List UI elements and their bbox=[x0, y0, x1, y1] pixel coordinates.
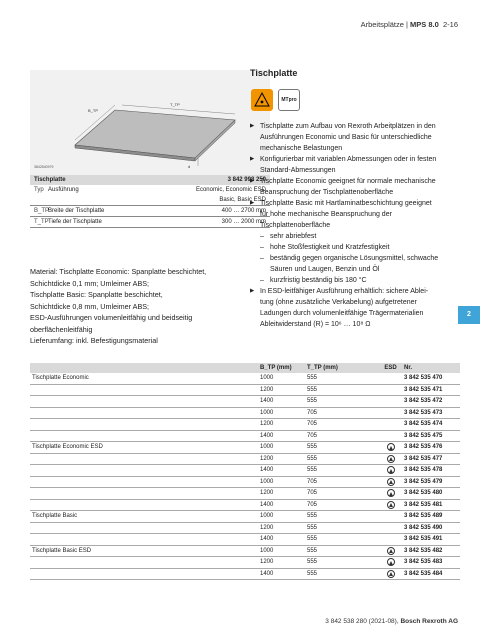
feature-line bbox=[250, 231, 460, 242]
feature-text: Konfigurierbar mit variablen Abmessungen oder in festen bbox=[260, 156, 437, 163]
table-cell-nr: 3 842 535 477 bbox=[404, 455, 443, 462]
table-cell-t: 555 bbox=[307, 375, 318, 382]
table-cell-t: 555 bbox=[307, 547, 318, 554]
table-cell-nr: 3 842 535 478 bbox=[404, 467, 443, 474]
material-line: ESD-Ausführungen volumenleitfähig und beidseitig bbox=[30, 313, 193, 322]
table-cell-t: 555 bbox=[307, 386, 318, 393]
feature-text: für hohe mechanische Beanspruchung der bbox=[260, 211, 392, 218]
table-header-t: T_TP (mm) bbox=[307, 365, 338, 371]
image-id: 3842540979 bbox=[34, 165, 54, 169]
spec-cell-l bbox=[48, 197, 219, 203]
table-cell-nr: 3 842 535 471 bbox=[404, 386, 443, 393]
feature-line bbox=[250, 154, 460, 165]
table-cell-b: 1200 bbox=[260, 490, 274, 497]
table-cell-b: 1400 bbox=[260, 467, 274, 474]
spec-number: 3 842 998 250 bbox=[227, 177, 266, 183]
feature-line bbox=[250, 121, 460, 132]
table-row bbox=[30, 419, 460, 431]
feature-text: Tischplattenoberfläche bbox=[260, 222, 331, 229]
dash-marker: – bbox=[260, 233, 264, 240]
table-cell-b: 1000 bbox=[260, 444, 274, 451]
header-product: MPS 8.0 bbox=[410, 20, 439, 29]
esd-icon bbox=[387, 466, 395, 474]
table-cell-nr: 3 842 535 473 bbox=[404, 409, 443, 416]
table-cell-nr: 3 842 535 484 bbox=[404, 570, 443, 577]
feature-text: kurzfristig beständig bis 180 °C bbox=[270, 277, 367, 284]
spec-cell-k bbox=[34, 197, 48, 203]
table-cell-t: 555 bbox=[307, 444, 318, 451]
page-footer bbox=[325, 618, 458, 625]
table-cell-t: 705 bbox=[307, 421, 318, 428]
table-header bbox=[30, 363, 460, 373]
table-cell-b: 1000 bbox=[260, 409, 274, 416]
table-cell-b: 1200 bbox=[260, 524, 274, 531]
table-cell-esd bbox=[377, 501, 404, 509]
table-cell-b: 1000 bbox=[260, 478, 274, 485]
table-row bbox=[30, 396, 460, 408]
feature-text: tung (ohne zusätzliche Verkabelung) aufgetretener bbox=[260, 299, 417, 306]
table-header-esd: ESD bbox=[384, 365, 397, 371]
table-cell-esd bbox=[377, 489, 404, 497]
feature-line bbox=[250, 132, 460, 143]
feature-text: sehr abriebfest bbox=[270, 233, 317, 240]
table-row bbox=[30, 488, 460, 500]
table-cell-b: 1000 bbox=[260, 513, 274, 520]
feature-text: Beanspruchung der Tischplattenoberfläche bbox=[260, 189, 394, 196]
esd-icon bbox=[387, 443, 395, 451]
feature-text: Säuren und Laugen, Benzin und Öl bbox=[270, 266, 380, 273]
material-line: Tischplatte Basic: Spanplatte beschichtet, bbox=[30, 290, 163, 299]
spec-cell-k: T_TP bbox=[34, 219, 49, 225]
table-cell-b: 1200 bbox=[260, 455, 274, 462]
table-cell-name: Tischplatte Economic ESD bbox=[32, 444, 103, 451]
table-row bbox=[30, 431, 460, 443]
table-cell-b: 1200 bbox=[260, 386, 274, 393]
product-drawing bbox=[30, 70, 270, 175]
dimension-label-d: d bbox=[188, 164, 191, 169]
table-cell-t: 705 bbox=[307, 490, 318, 497]
spec-row bbox=[30, 195, 270, 206]
dash-marker: – bbox=[260, 277, 264, 284]
material-line: Schichtdicke 0,8 mm, Umleimer ABS; bbox=[30, 301, 150, 311]
header-page-number: 2-16 bbox=[442, 20, 458, 29]
spec-cell-l: Ausführung bbox=[48, 187, 79, 193]
dimension-label-b: B_TP bbox=[88, 108, 99, 113]
table-row bbox=[30, 511, 460, 523]
table-cell-nr: 3 842 535 472 bbox=[404, 398, 443, 405]
table-row bbox=[30, 408, 460, 420]
table-cell-b: 1200 bbox=[260, 421, 274, 428]
feature-list bbox=[250, 121, 460, 330]
spec-cell-k: B_TP bbox=[34, 208, 50, 214]
table-cell-t: 555 bbox=[307, 536, 318, 543]
table-cell-b: 1400 bbox=[260, 570, 274, 577]
table-cell-esd bbox=[377, 478, 404, 486]
table-cell-nr: 3 842 535 479 bbox=[404, 478, 443, 485]
tabletop-drawing bbox=[30, 70, 270, 175]
table-row bbox=[30, 442, 460, 454]
table-cell-t: 555 bbox=[307, 513, 318, 520]
feature-line bbox=[250, 209, 460, 220]
table-cell-esd bbox=[377, 443, 404, 451]
table-cell-name: Tischplatte Economic bbox=[32, 375, 89, 382]
feature-text: Tischplatte zum Aufbau von Rexroth Arbeitplätzen in den bbox=[260, 123, 436, 130]
table-row bbox=[30, 385, 460, 397]
table-cell-b: 1400 bbox=[260, 432, 274, 439]
esd-icon bbox=[387, 489, 395, 497]
feature-line bbox=[250, 165, 460, 176]
table-cell-nr: 3 842 535 491 bbox=[404, 536, 443, 543]
feature-line bbox=[250, 198, 460, 209]
esd-icon bbox=[387, 455, 395, 463]
table-cell-b: 1400 bbox=[260, 536, 274, 543]
table-row bbox=[30, 523, 460, 535]
feature-text: hohe Stoßfestigkeit und Kratzfestigkeit bbox=[270, 244, 390, 251]
table-cell-nr: 3 842 535 481 bbox=[404, 501, 443, 508]
feature-text: Tischplatte Economic geeignet für normale mechanische bbox=[260, 178, 436, 185]
table-row bbox=[30, 373, 460, 385]
page-title: Tischplatte bbox=[250, 68, 298, 78]
feature-line bbox=[250, 286, 460, 297]
table-header-nr: Nr. bbox=[404, 365, 413, 371]
esd-icon bbox=[387, 547, 395, 555]
spec-cell-v: Basic, Basic ESD bbox=[219, 197, 266, 203]
table-cell-esd bbox=[377, 455, 404, 463]
footer-brand: Bosch Rexroth AG bbox=[400, 618, 458, 625]
table-row bbox=[30, 569, 460, 581]
product-table bbox=[30, 363, 460, 580]
spec-cell-v: 400 … 2700 mm bbox=[221, 208, 266, 214]
feature-text: Ableitwiderstand (R) = 10⁶ … 10⁸ Ω bbox=[260, 321, 371, 328]
table-row bbox=[30, 500, 460, 512]
table-cell-nr: 3 842 535 490 bbox=[404, 524, 443, 531]
table-cell-t: 555 bbox=[307, 467, 318, 474]
table-row bbox=[30, 557, 460, 569]
feature-text: Ausführungen Economic und Basic für unterschiedliche bbox=[260, 134, 432, 141]
spec-cell-l: Tiefe der Tischplatte bbox=[48, 219, 102, 225]
spec-cell-v: 300 … 2000 mm bbox=[221, 219, 266, 225]
footer-doc-number: 3 842 538 280 (2021-08), bbox=[325, 618, 401, 625]
table-cell-nr: 3 842 535 474 bbox=[404, 421, 443, 428]
table-cell-nr: 3 842 535 470 bbox=[404, 375, 443, 382]
table-cell-nr: 3 842 535 489 bbox=[404, 513, 443, 520]
dash-marker: – bbox=[260, 255, 264, 262]
table-row bbox=[30, 454, 460, 466]
table-row bbox=[30, 465, 460, 477]
feature-text: Tischplatte Basic mit Hartlaminatbeschichtung geeignet bbox=[260, 200, 432, 207]
table-cell-b: 1000 bbox=[260, 547, 274, 554]
table-body bbox=[30, 373, 460, 580]
table-cell-t: 705 bbox=[307, 409, 318, 416]
table-cell-nr: 3 842 535 482 bbox=[404, 547, 443, 554]
table-cell-t: 555 bbox=[307, 455, 318, 462]
table-cell-nr: 3 842 535 475 bbox=[404, 432, 443, 439]
feature-line bbox=[250, 220, 460, 231]
feature-line bbox=[250, 187, 460, 198]
table-cell-t: 705 bbox=[307, 501, 318, 508]
feature-line bbox=[250, 308, 460, 319]
feature-text: Standard-Abmessungen bbox=[260, 167, 336, 174]
material-text bbox=[30, 266, 275, 347]
table-cell-esd bbox=[377, 466, 404, 474]
dimension-label-t: T_TP bbox=[170, 102, 180, 107]
table-cell-name: Tischplatte Basic bbox=[32, 513, 78, 520]
feature-line bbox=[250, 297, 460, 308]
table-cell-esd bbox=[377, 547, 404, 555]
esd-icon bbox=[387, 570, 395, 578]
spec-title-row bbox=[30, 175, 270, 185]
table-row bbox=[30, 546, 460, 558]
feature-line bbox=[250, 319, 460, 330]
material-line: Lieferumfang: inkl. Befestigungsmaterial bbox=[30, 336, 158, 345]
table-cell-nr: 3 842 535 476 bbox=[404, 444, 443, 451]
spec-table bbox=[30, 175, 270, 228]
table-cell-b: 1400 bbox=[260, 398, 274, 405]
table-header-b: B_TP (mm) bbox=[260, 365, 292, 371]
spec-cell-v: Economic, Economic ESD bbox=[195, 187, 266, 193]
spec-row bbox=[30, 217, 270, 228]
spec-rows bbox=[30, 185, 270, 228]
material-line: oberflächenleitfähig bbox=[30, 324, 93, 334]
spec-cell-k: Typ bbox=[34, 187, 44, 193]
feature-line bbox=[250, 275, 460, 286]
esd-icon bbox=[387, 558, 395, 566]
table-cell-esd bbox=[377, 570, 404, 578]
feature-text: In ESD-leitfähiger Ausführung erhältlich: sichere Ablei- bbox=[260, 288, 429, 295]
esd-warning-icon bbox=[251, 89, 273, 111]
spec-row bbox=[30, 206, 270, 217]
table-cell-t: 705 bbox=[307, 478, 318, 485]
spec-cell-l: Breite der Tischplatte bbox=[48, 208, 105, 214]
spec-row bbox=[30, 185, 270, 195]
table-cell-t: 555 bbox=[307, 398, 318, 405]
feature-text: beständig gegen organische Lösungsmittel, schwache bbox=[270, 255, 439, 262]
table-cell-esd bbox=[377, 558, 404, 566]
table-cell-t: 555 bbox=[307, 559, 318, 566]
table-cell-b: 1400 bbox=[260, 501, 274, 508]
table-cell-b: 1000 bbox=[260, 375, 274, 382]
table-cell-t: 555 bbox=[307, 524, 318, 531]
table-cell-nr: 3 842 535 480 bbox=[404, 490, 443, 497]
table-cell-b: 1200 bbox=[260, 559, 274, 566]
page-header bbox=[361, 20, 458, 29]
table-cell-nr: 3 842 535 483 bbox=[404, 559, 443, 566]
feature-line bbox=[250, 264, 460, 275]
feature-text: Ladungen durch volumenleitfähige Trägermaterialien bbox=[260, 310, 424, 317]
esd-icon bbox=[387, 478, 395, 486]
table-row bbox=[30, 477, 460, 489]
chapter-tab[interactable]: 2 bbox=[458, 306, 480, 324]
material-line: Schichtdicke 0,1 mm; Umleimer ABS; bbox=[30, 278, 150, 288]
mtpro-badge: MTpro bbox=[278, 89, 300, 111]
table-row bbox=[30, 534, 460, 546]
feature-line bbox=[250, 176, 460, 187]
spec-title: Tischplatte bbox=[34, 177, 66, 183]
table-cell-t: 705 bbox=[307, 432, 318, 439]
feature-line bbox=[250, 143, 460, 154]
feature-text: mechanische Belastungen bbox=[260, 145, 343, 152]
esd-icon bbox=[387, 501, 395, 509]
header-section: Arbeitsplätze | bbox=[360, 20, 411, 29]
table-cell-t: 555 bbox=[307, 570, 318, 577]
dash-marker: – bbox=[260, 244, 264, 251]
material-line: Material: Tischplatte Economic: Spanplatte beschichtet, bbox=[30, 267, 207, 276]
table-cell-name: Tischplatte Basic ESD bbox=[32, 547, 92, 554]
feature-line bbox=[250, 253, 460, 264]
feature-line bbox=[250, 242, 460, 253]
